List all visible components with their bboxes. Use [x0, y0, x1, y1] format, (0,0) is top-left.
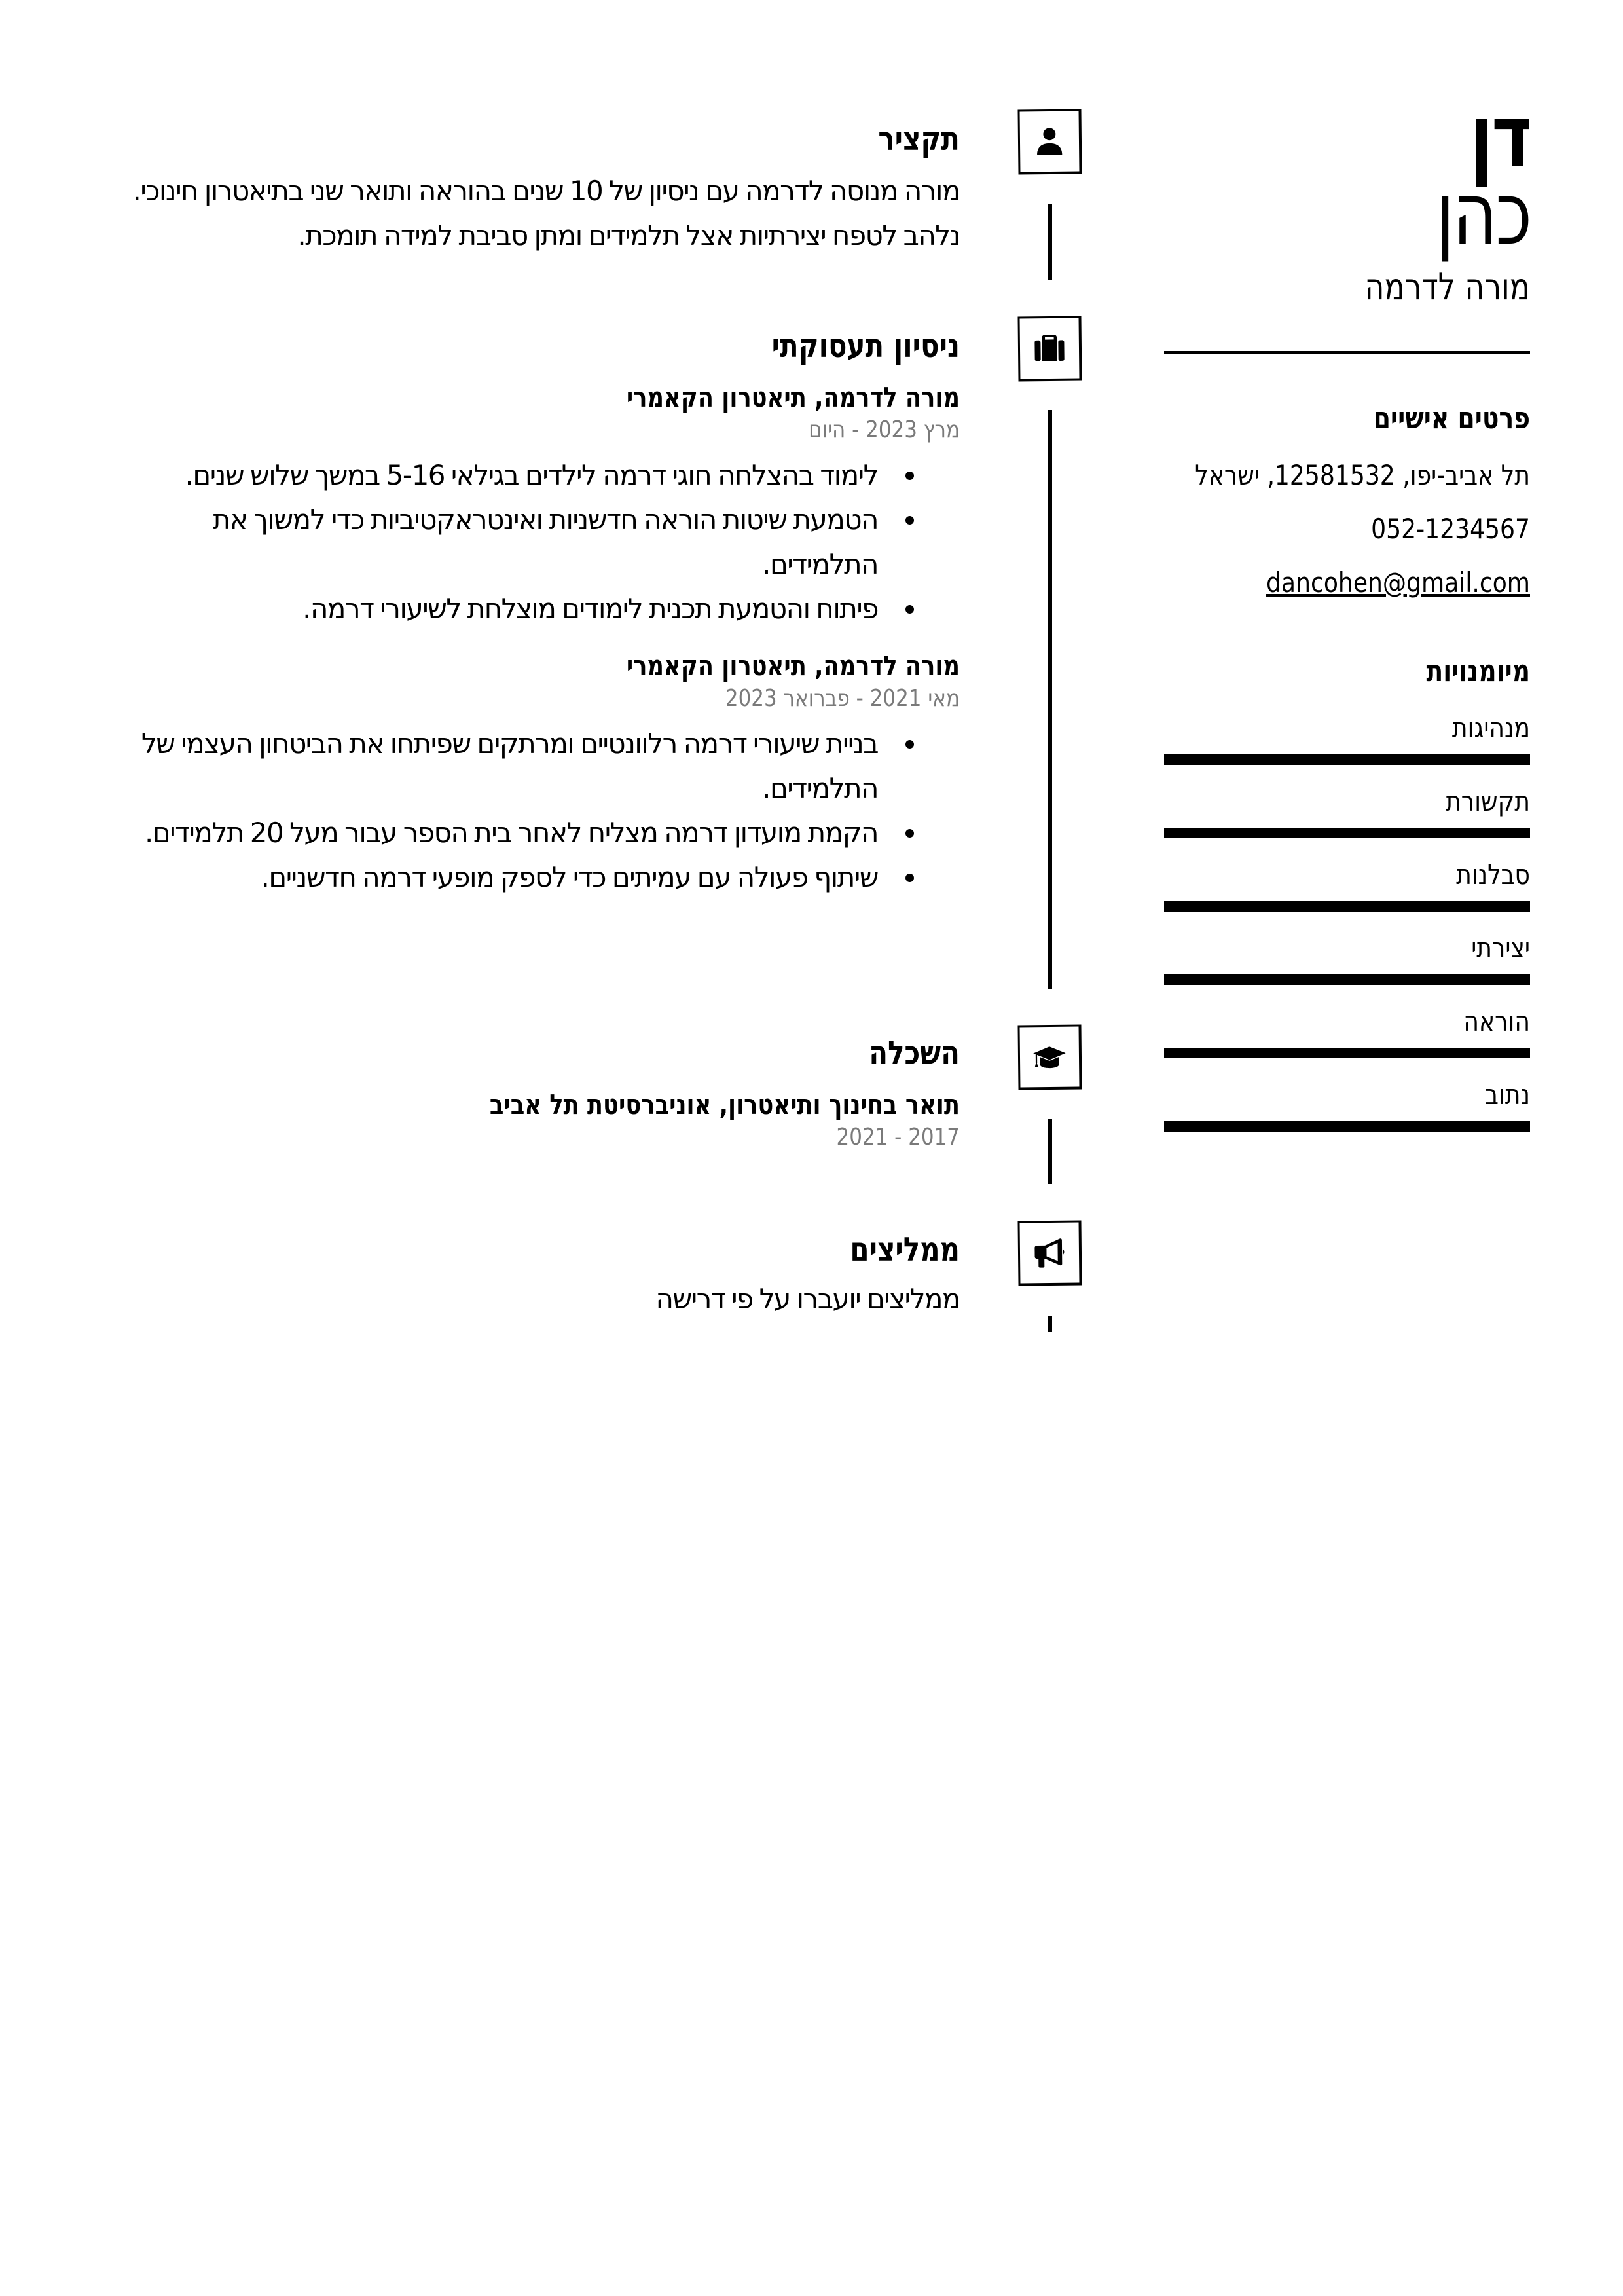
- skill-item: [1164, 1003, 1530, 1058]
- degree-title: תואר בחינוך ותיאטרון, אוניברסיטת תל אביב: [489, 1088, 960, 1120]
- briefcase-icon: [1032, 331, 1068, 367]
- bullet-icon: [905, 829, 914, 838]
- experience-section: [124, 325, 960, 900]
- skill-item: [1164, 710, 1530, 765]
- megaphone-icon: [1032, 1235, 1068, 1271]
- skill-item: [1164, 930, 1530, 985]
- skill-label: סבלנות: [1456, 859, 1530, 891]
- education-section: [124, 1032, 960, 1153]
- bullet-text: לימוד בהצלחה חוגי דרמה לילדים בגילאי 5-16 במשך שלוש שנים.: [185, 459, 878, 491]
- job-entry: [124, 648, 960, 900]
- bullet-text: הטמעת שיטות הוראה חדשניות ואינטראקטיביות כדי למשוך את התלמידים.: [212, 504, 878, 580]
- bullet-icon: [905, 874, 914, 882]
- bullet-icon: [905, 605, 914, 614]
- first-name: דן: [1470, 86, 1530, 187]
- job-entry: [124, 380, 960, 631]
- experience-icon-box: [1017, 316, 1082, 381]
- graduation-cap-icon: [1032, 1039, 1068, 1075]
- skill-level-bar: [1164, 901, 1530, 912]
- education-dates: 2017 - 2021: [836, 1124, 960, 1151]
- skill-level-bar: [1164, 754, 1530, 765]
- skill-item: [1164, 783, 1530, 838]
- bullet-item: [124, 811, 960, 855]
- summary-section: [124, 118, 960, 258]
- job-bullets: [124, 722, 960, 900]
- bullet-item: [124, 722, 960, 811]
- skill-item: [1164, 857, 1530, 912]
- skill-level-bar: [1164, 828, 1530, 838]
- skill-level-bar: [1164, 1048, 1530, 1058]
- skill-level-bar: [1164, 1121, 1530, 1132]
- bullet-icon: [905, 516, 914, 525]
- bullet-text: פיתוח והטמעת תכנית לימודים מוצלחת לשיעורי דרמה.: [302, 593, 878, 625]
- references-section: [124, 1229, 960, 1322]
- sidebar: [1164, 86, 1530, 1132]
- bullet-icon: [905, 740, 914, 749]
- phone: 052-1234567: [1371, 513, 1530, 545]
- skill-label: נתוב: [1485, 1079, 1530, 1111]
- job-dates: מרץ 2023 - היום: [809, 417, 960, 443]
- personal-details-heading: פרטים אישיים: [1373, 400, 1530, 435]
- timeline-line: [1048, 204, 1052, 280]
- bullet-text: שיתוף פעולה עם עמיתים כדי לספק מופעי דרמה חדשניים.: [261, 861, 878, 893]
- skills-heading: מיומנויות: [1426, 653, 1530, 688]
- bullet-icon: [905, 472, 914, 480]
- bullet-text: הקמת מועדון דרמה מצליח לאחר בית הספר עבור מעל 20 תלמידים.: [144, 817, 878, 849]
- candidate-name: [1237, 86, 1530, 265]
- header-divider: [1164, 351, 1530, 354]
- skill-level-bar: [1164, 974, 1530, 985]
- skill-label: תקשורת: [1446, 785, 1530, 817]
- education-entry: [124, 1087, 960, 1153]
- email: [1215, 565, 1530, 601]
- skills-list: [1164, 710, 1530, 1132]
- references-icon-box: [1017, 1220, 1082, 1286]
- experience-heading: ניסיון תעסוקתי: [771, 327, 960, 365]
- last-name: כהן: [1435, 164, 1530, 265]
- timeline-line: [1048, 1119, 1052, 1184]
- education-heading: השכלה: [869, 1034, 960, 1072]
- references-text: ממליצים יועברו על פי דרישה: [655, 1283, 960, 1315]
- bullet-item: [124, 855, 960, 900]
- job-dates: מאי 2021 - פברואר 2023: [725, 685, 960, 712]
- job-title: מורה לדרמה, תיאטרון הקאמרי: [626, 381, 960, 413]
- email-link[interactable]: dancohen@gmail.com: [1266, 566, 1530, 599]
- bullet-item: [124, 587, 960, 631]
- skill-label: הוראה: [1463, 1005, 1530, 1037]
- education-icon-box: [1017, 1024, 1082, 1090]
- summary-text: מורה מנוסה לדרמה עם ניסיון של 10 שנים בהוראה ותואר שני בתיאטרון חינוכי. נלהב לטפח יצירתיות אצל תלמידים ומתן סביבת למידה תומכת.: [132, 175, 960, 251]
- address: תל אביב-יפו, 12581532, ישראל: [1195, 459, 1530, 491]
- bullet-text: בניית שיעורי דרמה רלוונטיים ומרתקים שפיתחו את הביטחון העצמי של התלמידים.: [141, 728, 878, 804]
- timeline-line: [1048, 410, 1052, 989]
- job-bullets: [124, 453, 960, 631]
- references-heading: ממליצים: [850, 1231, 960, 1268]
- skill-label: יצירתי: [1471, 932, 1530, 964]
- candidate-job-title: מורה לדרמה: [1364, 266, 1530, 308]
- skill-label: מנהיגות: [1451, 712, 1530, 744]
- person-icon: [1032, 124, 1068, 160]
- timeline-line: [1048, 1316, 1052, 1332]
- bullet-item: [124, 453, 960, 498]
- summary-icon-box: [1017, 109, 1082, 174]
- bullet-item: [124, 498, 960, 587]
- skill-item: [1164, 1077, 1530, 1132]
- job-title: מורה לדרמה, תיאטרון הקאמרי: [626, 650, 960, 682]
- summary-heading: תקציר: [878, 120, 960, 158]
